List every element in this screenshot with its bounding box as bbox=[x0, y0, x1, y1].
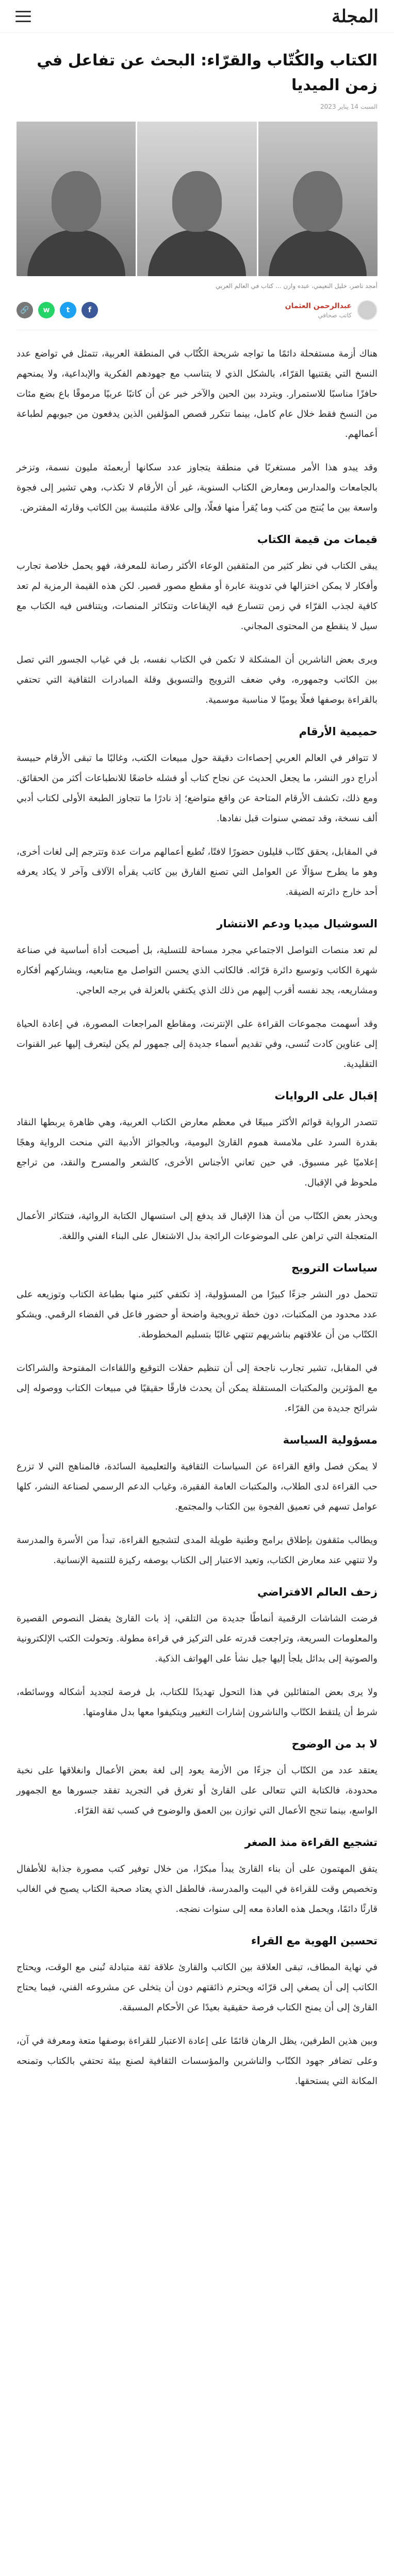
section-heading: السوشيال ميديا ودعم الانتشار bbox=[217, 918, 377, 930]
hero-image bbox=[17, 122, 377, 276]
section-heading: قيمات من قيمة الكتاب bbox=[257, 533, 377, 546]
paragraph: ويحذر بعض الكتّاب من أن هذا الإقبال قد يدفع إلى استسهال الكتابة الروائية، فتتكاثر الأعمال المتعجلة التي تراهن على الموضوعات الرائجة بدل الاشتغال على البناء الفني واللغة. bbox=[17, 1211, 377, 1242]
article bbox=[0, 33, 394, 2091]
article-date: السبت 14 يناير 2023 bbox=[320, 103, 377, 110]
paragraph: في المقابل، يحقق كتّاب قليلون حضورًا لافتًا، تُطبع أعمالهم مرات عدة وتترجم إلى لغات أخرى، وهو ما يطرح سؤالًا عن العوامل التي تصنع الفارق بين كاتب يقرأه الآلاف وآخر لا يكاد يعرفه أحد خارج دائرته الضيقة. bbox=[17, 846, 377, 897]
paragraph: تتصدر الرواية قوائم الأكثر مبيعًا في معظم معارض الكتاب العربية، وهي ظاهرة يربطها النقاد بقدرة السرد على ملامسة هموم القارئ اليومية، وبالجوائز الأدبية التي منحت الرواية وهجًا إعلاميًا غير مسبوق. في حين تعاني الأجناس الأخرى، كالشعر والمسرح والنقد، من تراجع ملحوظ في الإقبال. bbox=[17, 1117, 377, 1188]
author-avatar[interactable] bbox=[357, 300, 377, 320]
section-heading: حميمية الأرقام bbox=[299, 725, 377, 738]
paragraph: تتحمل دور النشر جزءًا كبيرًا من المسؤولية، إذ تكتفي كثير منها بطباعة الكتاب وتوزيعه على عدد محدود من المكتبات، دون خطة ترويجية واضحة أو حضور فاعل في الفضاء الرقمي. ويشكو الكتّاب من أن علاقتهم بناشريهم تنتهي غالبًا بتسليم المخطوطة. bbox=[17, 1289, 377, 1340]
section-heading: لا بد من الوضوح bbox=[291, 1738, 377, 1750]
portrait-photo bbox=[257, 122, 377, 276]
paragraph: في المقابل، تشير تجارب ناجحة إلى أن تنظيم حفلات التوقيع واللقاءات المفتوحة والشراكات مع المؤثرين والمكتبات المستقلة يمكن أن يحدث فارقًا حقيقيًا في مبيعات الكتاب ووصوله إلى شرائح جديدة من القرّاء. bbox=[17, 1363, 377, 1414]
paragraph: وقد أسهمت مجموعات القراءة على الإنترنت، ومقاطع المراجعات المصورة، في إعادة الحياة إلى عناوين كادت تُنسى، وفي تقديم أسماء جديدة إلى جمهور لم يكن ليتعرف إليها عبر القنوات التقليدية. bbox=[17, 1019, 377, 1070]
paragraph: ويرى بعض الناشرين أن المشكلة لا تكمن في الكتاب نفسه، بل في غياب الجسور التي تصل بين الكاتب وجمهوره، وفي ضعف الترويج والتسويق وقلة المبادرات الثقافية التي تحتفي بالقراءة بوصفها فعلًا يوميًا لا مناسبة موسمية. bbox=[17, 654, 377, 705]
paragraph: لا تتوافر في العالم العربي إحصاءات دقيقة حول مبيعات الكتب، وغالبًا ما تبقى الأرقام حبيسة أدراج دور النشر، ما يجعل الحديث عن نجاح كتاب أو فشله خاضعًا للانطباعات أكثر من الحقائق. ومع ذلك، تكشف الأرقام المتاحة عن واقع متواضع؛ إذ نادرًا ما تتجاوز الطبعة الأولى لكتاب أدبي ألف نسخة، وقد تمضي سنوات قبل نفادها. bbox=[17, 753, 377, 824]
paragraph: ولا يرى بعض المتفائلين في هذا التحول تهديدًا للكتاب، بل فرصة لتجديد أشكاله ووسائطه، شرط أن يلتقط الكتّاب والناشرون إشارات التغيير ويتكيفوا معها بدل مقاومتها. bbox=[17, 1687, 377, 1718]
section-heading: زحف العالم الافتراضي bbox=[257, 1586, 377, 1598]
paragraph: يعتقد عدد من الكتّاب أن جزءًا من الأزمة يعود إلى لغة بعض الأعمال وانغلاقها على نخبة محدودة، فالكتابة التي تتعالى على القارئ أو تغرق في التجريد تفقد جسورها مع الجمهور الواسع، بينما تنجح الأعمال التي توازن بين العمق والوضوح في كسب ثقة القرّاء. bbox=[17, 1765, 377, 1816]
copy-link-icon[interactable]: 🔗 bbox=[17, 302, 33, 318]
site-header bbox=[0, 0, 394, 33]
section-heading: تشجيع القراءة منذ الصغر bbox=[244, 1836, 377, 1849]
paragraph: في نهاية المطاف، تبقى العلاقة بين الكاتب والقارئ علاقة ثقة متبادلة تُبنى مع الوقت، ويحتاج الكاتب إلى أن يصغي إلى قرّائه ويحترم ذائقتهم دون أن يتخلى عن مشروعه الفني، فيما يحتاج القارئ إلى أن يمنح الكتاب فرصة حقيقية بعيدًا عن الأحكام المسبقة. bbox=[17, 1962, 377, 2013]
image-caption: أمجد ناصر، خليل النعيمي، عبده وازن ... كتاب في العالم العربي bbox=[216, 282, 377, 290]
paragraph: فرضت الشاشات الرقمية أنماطًا جديدة من التلقي، إذ بات القارئ يفضل النصوص القصيرة والمعلومات السريعة، وتراجعت قدرته على التركيز في قراءة مطولة. وتحولت الكتب الإلكترونية والصوتية إلى بدائل يلجأ إليها جيل نشأ على الهواتف الذكية. bbox=[17, 1613, 377, 1664]
paragraph: وقد يبدو هذا الأمر مستغربًا في منطقة يتجاوز عدد سكانها أربعمئة مليون نسمة، وتزخر بالجامعات والمدارس ومعارض الكتاب السنوية، غير أن الأرقام لا تكذب، وهي تشير إلى فجوة واسعة بين ما يُنتج من كتب وما يُقرأ منها فعلًا، وإلى علاقة ملتبسة بين الكاتب وقارئه المفترض. bbox=[17, 462, 377, 513]
paragraph: ويطالب مثقفون بإطلاق برامج وطنية طويلة المدى لتشجيع القراءة، تبدأ من الأسرة والمدرسة ولا تنتهي عند معارض الكتاب، وتعيد الاعتبار إلى الكتاب بوصفه ركيزة للتنمية الإنسانية. bbox=[17, 1535, 377, 1566]
article-title: الكتاب والكُتّاب والقرّاء: البحث عن تفاعل في زمن الميديا bbox=[37, 52, 377, 94]
article-body bbox=[17, 344, 377, 2091]
section-heading: سياسات الترويج bbox=[291, 1262, 377, 1274]
site-logo[interactable]: المجلة bbox=[332, 6, 379, 27]
portrait-photo bbox=[17, 122, 136, 276]
share-buttons bbox=[17, 302, 98, 318]
paragraph: لا يمكن فصل واقع القراءة عن السياسات الثقافية والتعليمية السائدة، فالمناهج التي لا تزرع حب القراءة لدى الطلاب، والمكتبات العامة الفقيرة، وغياب الدعم الرسمي لصناعة النشر، كلها عوامل تسهم في تعميق الفجوة بين الكتاب والمجتمع. bbox=[17, 1461, 377, 1512]
section-heading: مسؤولية السياسة bbox=[283, 1434, 377, 1446]
twitter-share-icon[interactable]: t bbox=[60, 302, 76, 318]
portrait-photo bbox=[136, 122, 256, 276]
paragraph: لم تعد منصات التواصل الاجتماعي مجرد مساحة للتسلية، بل أصبحت أداة أساسية في صناعة شهرة الكاتب وتوسيع دائرة قرّائه. فالكاتب الذي يحسن التواصل مع متابعيه، ويشاركهم أفكاره ومشاريعه، يجد نفسه أقرب إليهم من ذلك الذي يكتفي بالعزلة في برجه العاجي. bbox=[17, 945, 377, 996]
paragraph: يبقى الكتاب في نظر كثير من المثقفين الوعاء الأكثر رصانة للمعرفة، فهو يحمل خلاصة تجارب وأفكار لا يمكن اختزالها في تدوينة عابرة أو مقطع مصور قصير. لكن هذه القيمة الرمزية لم تعد كافية لجذب القرّاء في زمن تتسارع فيه الإيقاعات وتتكاثر المنصات، ويتنافس فيه الكتاب مع سيل لا ينقطع من المحتوى المجاني. bbox=[17, 561, 377, 632]
section-heading: تحسين الهوية مع القراء bbox=[251, 1935, 377, 1947]
author-role: كاتب صحافي bbox=[318, 311, 352, 319]
author-block[interactable] bbox=[285, 300, 377, 320]
whatsapp-share-icon[interactable]: w bbox=[38, 302, 55, 318]
author-name[interactable]: عبدالرحمن العثمان bbox=[285, 301, 352, 310]
hamburger-menu-icon[interactable] bbox=[15, 11, 31, 22]
facebook-share-icon[interactable]: f bbox=[81, 302, 98, 318]
byline bbox=[17, 300, 377, 330]
paragraph: وبين هذين الطرفين، يظل الرهان قائمًا على إعادة الاعتبار للقراءة بوصفها متعة ومعرفة في آن، وعلى تضافر جهود الكتّاب والناشرين والمؤسسات الثقافية لصنع بيئة تحتفي بالكتاب وتمنحه المكانة التي يستحقها. bbox=[17, 2036, 377, 2087]
paragraph: يتفق المهتمون على أن بناء القارئ يبدأ مبكرًا، من خلال توفير كتب مصورة جذابة للأطفال وتخصيص وقت للقراءة في البيت والمدرسة، فالطفل الذي يعتاد صحبة الكتاب يصبح في الغالب قارئًا دائمًا، ويحمل هذه العادة معه إلى سنوات نضجه. bbox=[17, 1863, 377, 1914]
paragraph: هناك أزمة مستفحلة دائمًا ما تواجه شريحة الكُتّاب في المنطقة العربية، تتمثل في تواضع عدد النسخ التي يقتنيها القرّاء، بالشكل الذي لا يتناسب مع جهودهم الفكرية والإبداعية، ولا يمنحهم حافزًا مناسبًا للاستمرار. ويتردد بين الحين والآخر خبر عن أن كاتبًا عربيًا مرموقًا باع بضع مئات من النسخ فقط خلال عام كامل، بينما تتكرر قصص المؤلفين الذين يدفعون من جيوبهم لطباعة أعمالهم. bbox=[17, 348, 377, 439]
section-heading: إقبال على الروايات bbox=[274, 1090, 377, 1102]
